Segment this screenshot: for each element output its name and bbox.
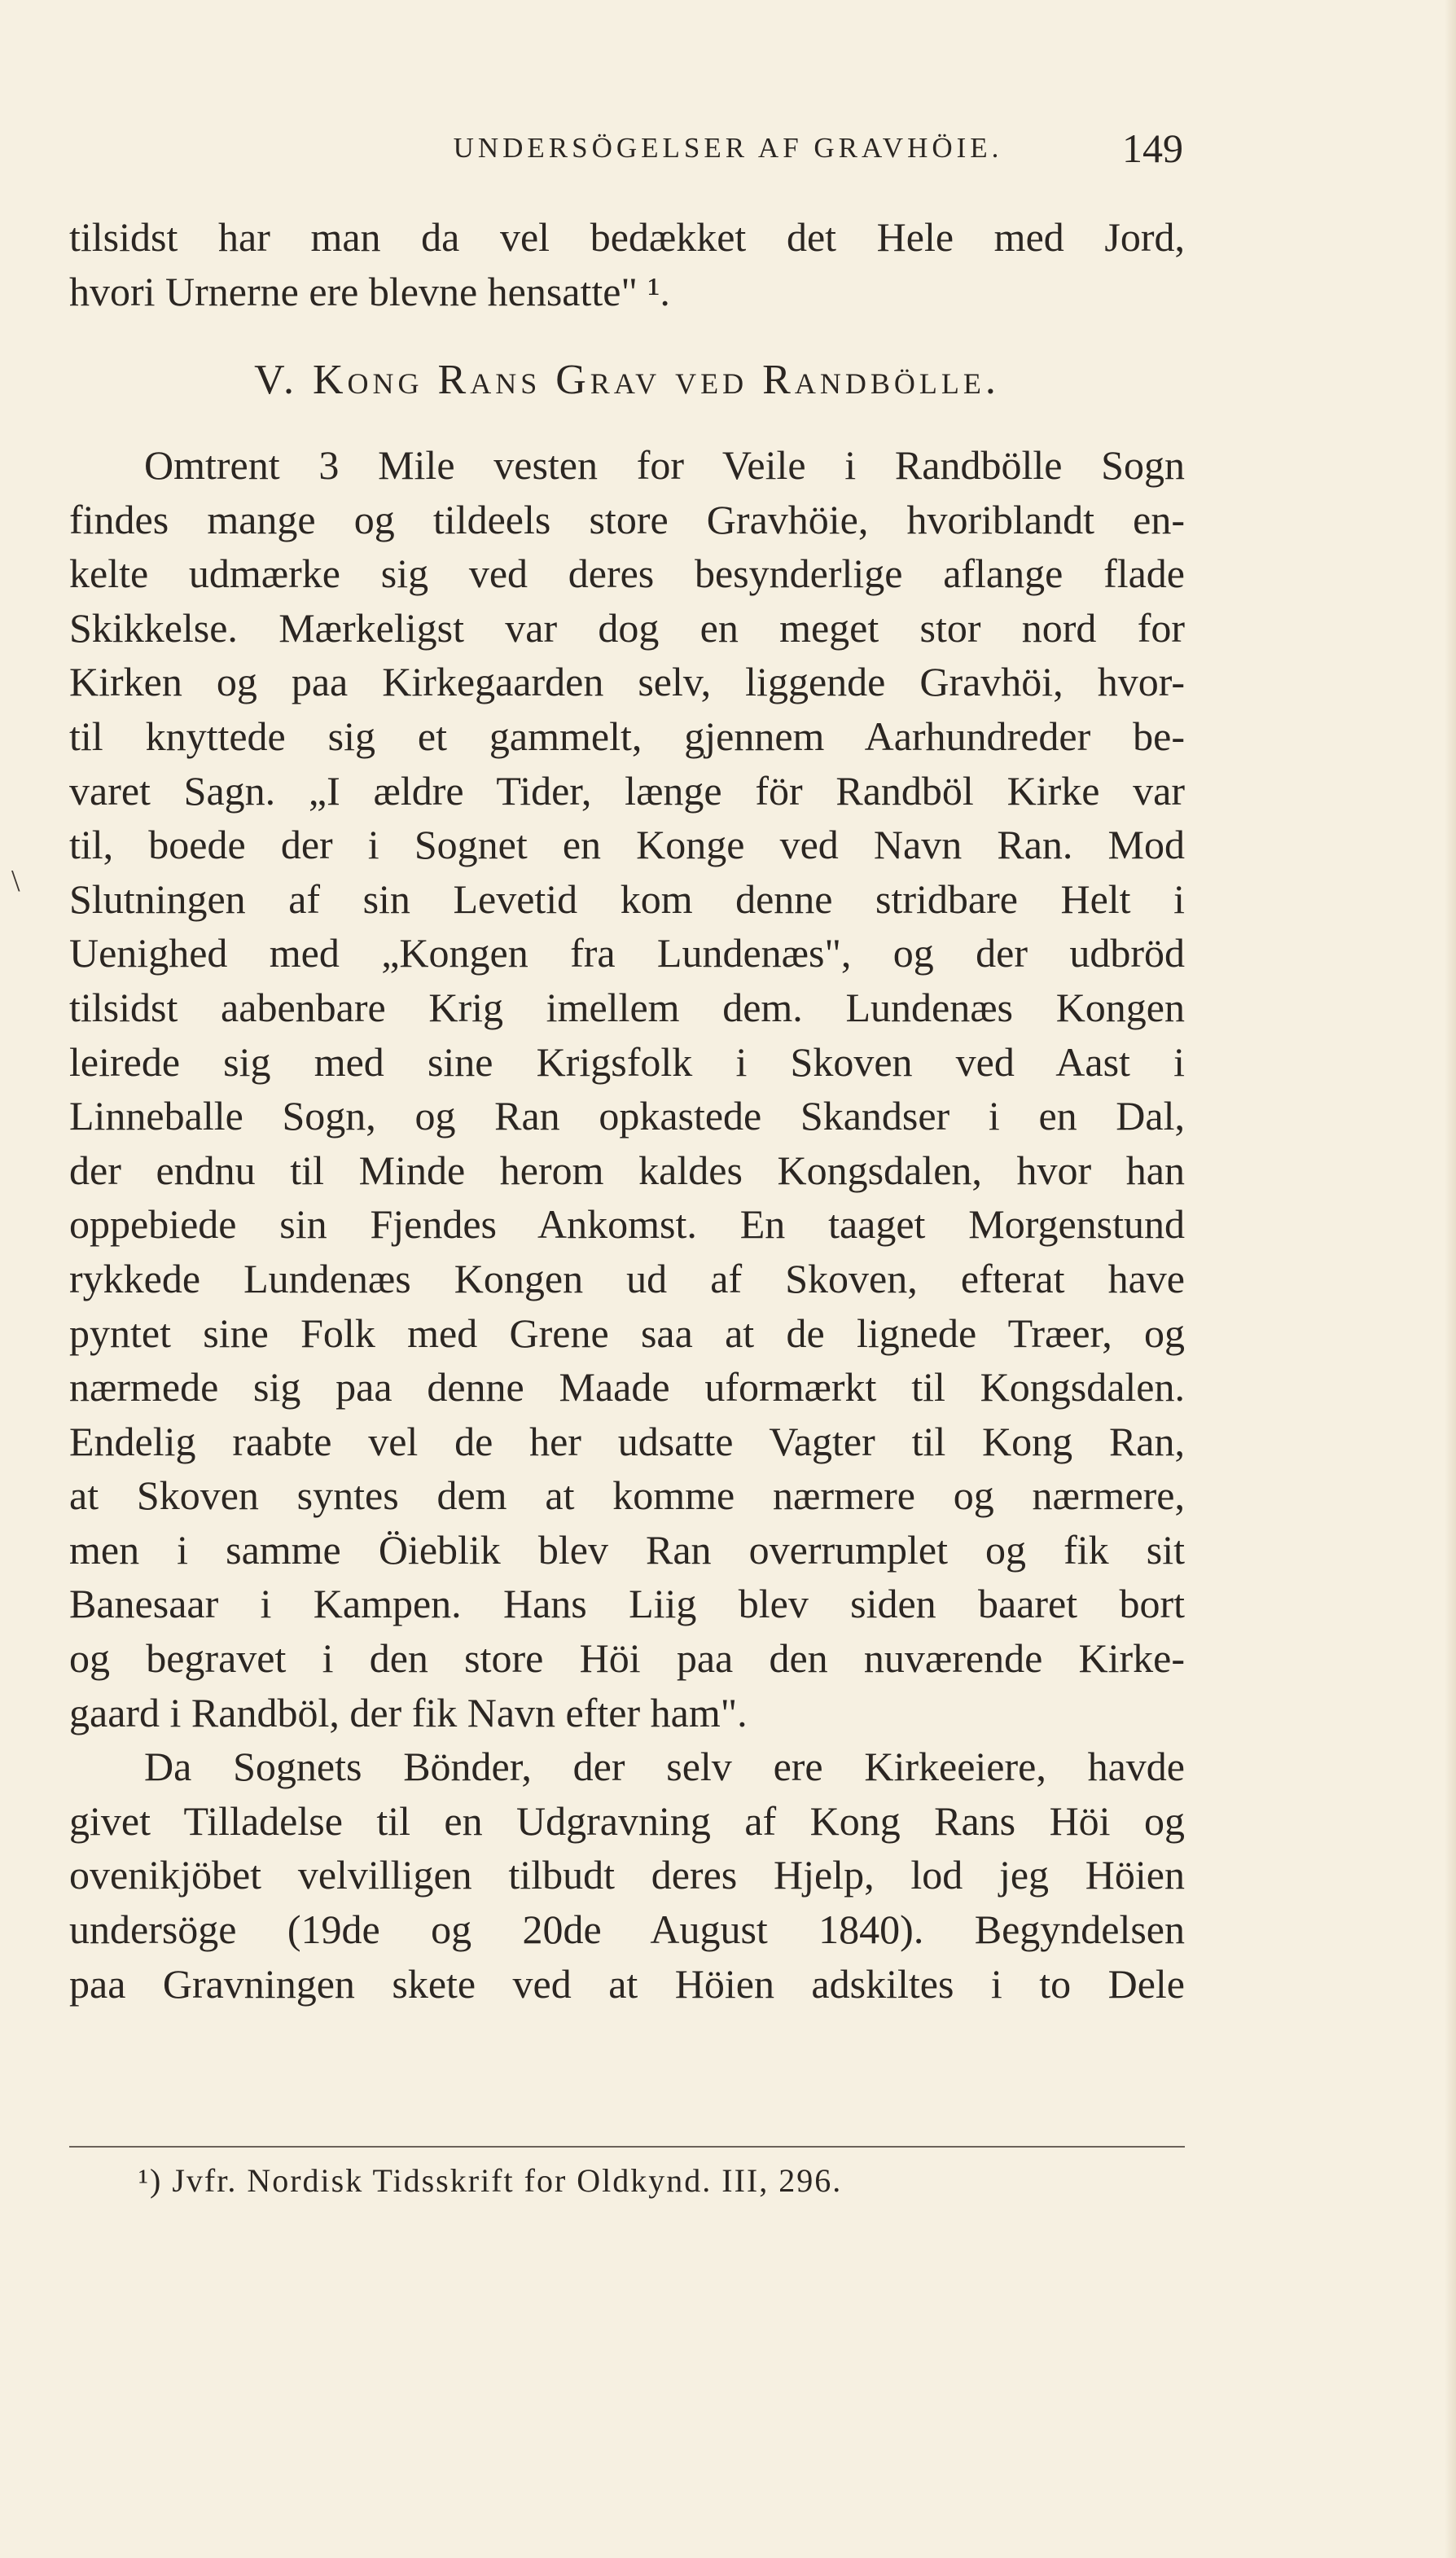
running-head bbox=[0, 124, 1456, 173]
margin-mark: \ bbox=[11, 864, 20, 898]
page-number: 149 bbox=[1122, 125, 1183, 171]
page-edge-shadow bbox=[1445, 0, 1456, 2558]
text-line: Uenighed med „Kongen fra Lundenæs", og der udbröd bbox=[69, 930, 1185, 976]
text-line: og begravet i den store Höi paa den nuværende Kirke- bbox=[69, 1635, 1185, 1682]
text-line: findes mange og tildeels store Gravhöie, hvoriblandt en- bbox=[69, 496, 1185, 542]
text-line: kelte udmærke sig ved deres besynderlige aflange flade bbox=[69, 551, 1185, 597]
text-line: ovenikjöbet velvilligen tilbudt deres Hjelp, lod jeg Höien bbox=[69, 1852, 1185, 1898]
text-line: gaard i Randböl, der fik Navn efter ham". bbox=[69, 1689, 748, 1735]
text-line: Omtrent 3 Mile vesten for Veile i Randbölle Sogn bbox=[144, 442, 1185, 488]
body-text bbox=[69, 438, 1185, 2011]
text-line: leirede sig med sine Krigsfolk i Skoven ved Aast i bbox=[69, 1038, 1185, 1085]
text-line: tilsidst har man da vel bedækket det Hele med Jord, bbox=[69, 214, 1185, 260]
text-line: oppebiede sin Fjendes Ankomst. En taaget Morgenstund bbox=[69, 1201, 1185, 1248]
text-line: varet Sagn. „I ældre Tider, længe för Randböl Kirke var bbox=[69, 767, 1185, 814]
text-line: Linneballe Sogn, og Ran opkastede Skandser i en Dal, bbox=[69, 1093, 1185, 1139]
section-heading: V. Kong Rans Grav ved Randbölle. bbox=[254, 357, 1000, 403]
text-line: rykkede Lundenæs Kongen ud af Skoven, efterat have bbox=[69, 1255, 1185, 1301]
text-line: til, boede der i Sognet en Konge ved Navn Ran. Mod bbox=[69, 822, 1185, 868]
text-line: Endelig raabte vel de her udsatte Vagter til Kong Ran, bbox=[69, 1418, 1185, 1464]
text-line: Slutningen af sin Levetid kom denne stridbare Helt i bbox=[69, 875, 1185, 922]
text-line: paa Gravningen skete ved at Höien adskiltes i to Dele bbox=[69, 1960, 1185, 2007]
text-line: hvori Urnerne ere blevne hensatte" ¹. bbox=[69, 268, 670, 314]
text-line: pyntet sine Folk med Grene saa at de lignede Træer, og bbox=[69, 1310, 1185, 1356]
text-line: der endnu til Minde herom kaldes Kongsdalen, hvor han bbox=[69, 1147, 1185, 1193]
footnote: ¹) Jvfr. Nordisk Tidsskrift for Oldkynd. III, 296. bbox=[138, 2162, 843, 2199]
text-line: men i samme Öieblik blev Ran overrumplet og fik sit bbox=[69, 1526, 1185, 1573]
text-line: Banesaar i Kampen. Hans Liig blev siden baaret bort bbox=[69, 1581, 1185, 1627]
text-line: givet Tilladelse til en Udgravning af Kong Rans Höi og bbox=[69, 1797, 1185, 1844]
text-line: Da Sognets Bönder, der selv ere Kirkeeiere, havde bbox=[144, 1744, 1185, 1790]
text-line: tilsidst aabenbare Krig imellem dem. Lundenæs Kongen bbox=[69, 984, 1185, 1030]
running-title: UNDERSÖGELSER AF GRAVHÖIE. bbox=[453, 132, 1003, 164]
text-line: Skikkelse. Mærkeligst var dog en meget stor nord for bbox=[69, 604, 1185, 651]
text-line: Kirken og paa Kirkegaarden selv, liggende Gravhöi, hvor- bbox=[69, 659, 1185, 705]
footnote-divider bbox=[69, 2146, 1185, 2148]
continuation-paragraph bbox=[69, 210, 1185, 318]
text-line: nærmede sig paa denne Maade uformærkt til Kongsdalen. bbox=[69, 1364, 1185, 1411]
text-line: undersöge (19de og 20de August 1840). Begyndelsen bbox=[69, 1906, 1185, 1953]
text-line: til knyttede sig et gammelt, gjennem Aarhundreder be- bbox=[69, 713, 1185, 759]
text-line: at Skoven syntes dem at komme nærmere og nærmere, bbox=[69, 1472, 1185, 1519]
